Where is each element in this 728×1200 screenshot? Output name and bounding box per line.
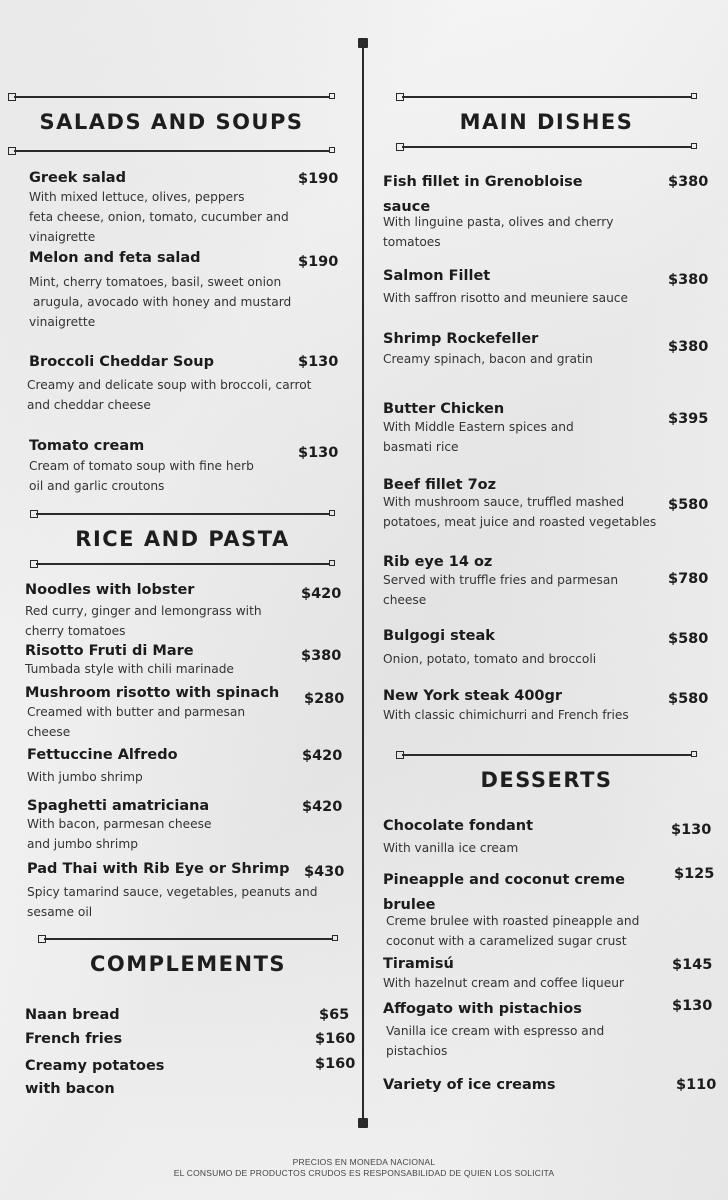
menu-item-desc: Spicy tamarind sauce, vegetables, peanuts and sesame oil xyxy=(27,885,318,919)
menu-item-price: $130 xyxy=(671,822,712,838)
menu-item-name: Broccoli Cheddar Soup xyxy=(29,354,214,370)
menu-item-desc: With linguine pasta, olives and cherry tomatoes xyxy=(383,215,614,249)
menu-item-desc: Vanilla ice cream with espresso and pistachios xyxy=(386,1024,605,1058)
menu-item-price: $190 xyxy=(298,254,339,270)
menu-item-price: $130 xyxy=(298,354,339,370)
menu-item-price: $420 xyxy=(302,799,343,815)
section-title-salads: SALADS AND SOUPS xyxy=(39,110,304,134)
menu-item-name: Chocolate fondant xyxy=(383,818,534,834)
menu-item-price: $580 xyxy=(668,631,709,647)
menu-item-price: $380 xyxy=(668,272,709,288)
menu-item-name: Naan bread xyxy=(25,1007,120,1023)
menu-item-desc: Onion, potato, tomato and broccoli xyxy=(383,652,597,666)
section-title-main: MAIN DISHES xyxy=(459,110,634,134)
menu-item-name: Pineapple and coconut creme brulee xyxy=(383,872,625,913)
menu-item-price: $430 xyxy=(304,864,345,880)
ornament-rule xyxy=(8,93,335,101)
menu-item-desc: With saffron risotto and meuniere sauce xyxy=(383,291,629,305)
ornament-rule xyxy=(38,935,338,943)
menu-item-desc: With classic chimichurri and French fries xyxy=(383,708,629,722)
menu-item-desc: With hazelnut cream and coffee liqueur xyxy=(383,976,624,990)
menu-item-price: $280 xyxy=(304,691,345,707)
menu-item-desc: Mint, cherry tomatoes, basil, sweet onion arugula, avocado with honey and mustard vinaigrette xyxy=(29,275,292,329)
ornament-rule xyxy=(396,143,697,151)
menu-item-price: $780 xyxy=(668,571,709,587)
menu-item-desc: With bacon, parmesan cheese and jumbo shrimp xyxy=(27,817,212,851)
menu-item-desc: Creme brulee with roasted pineapple and coconut with a caramelized sugar crust xyxy=(386,914,640,948)
menu-item-desc: With vanilla ice cream xyxy=(383,841,519,855)
menu-item-desc: Creamed with butter and parmesan cheese xyxy=(27,705,246,739)
section-title-rice: RICE AND PASTA xyxy=(75,527,290,551)
menu-item-name: Spaghetti amatriciana xyxy=(27,798,210,814)
menu-item-name: Affogato with pistachios xyxy=(383,1001,582,1017)
menu-item-name: Fettuccine Alfredo xyxy=(27,747,178,763)
menu-item-name: Salmon Fillet xyxy=(383,268,491,284)
menu-item-name: Shrimp Rockefeller xyxy=(383,331,539,347)
menu-item-name: French fries xyxy=(25,1031,123,1047)
menu-item-desc: With jumbo shrimp xyxy=(27,770,143,784)
menu-item-price: $380 xyxy=(668,339,709,355)
menu-item-name: Rib eye 14 oz xyxy=(383,554,493,570)
section-title-complements: COMPLEMENTS xyxy=(89,952,287,976)
menu-item-name: Pad Thai with Rib Eye or Shrimp xyxy=(27,861,290,877)
ornament-rule xyxy=(8,147,335,155)
menu-item-name: Tomato cream xyxy=(29,438,145,454)
menu-item-price: $380 xyxy=(668,174,709,190)
menu-item-price: $125 xyxy=(674,866,715,882)
menu-item-price: $130 xyxy=(298,445,339,461)
menu-item-price: $420 xyxy=(302,748,343,764)
ornament-rule xyxy=(30,510,335,518)
menu-item-name: Greek salad xyxy=(29,170,126,186)
menu-item-price: $130 xyxy=(672,998,713,1014)
menu-item-price: $580 xyxy=(668,691,709,707)
menu-item-desc: Served with truffle fries and parmesan cheese xyxy=(383,573,619,607)
menu-item-desc: With mixed lettuce, olives, peppers feta cheese, onion, tomato, cucumber and vinaigrette xyxy=(29,190,289,244)
menu-item-name: Mushroom risotto with spinach xyxy=(25,685,280,701)
menu-item-desc: Creamy spinach, bacon and gratin xyxy=(383,352,593,366)
menu-item-price: $190 xyxy=(298,171,339,187)
menu-item-price: $395 xyxy=(668,411,709,427)
menu-item-desc: Red curry, ginger and lemongrass with cherry tomatoes xyxy=(25,604,262,638)
menu-item-name: Butter Chicken xyxy=(383,401,505,417)
menu-item-price: $380 xyxy=(301,648,342,664)
menu-item-name: Variety of ice creams xyxy=(383,1077,556,1093)
menu-item-name: Melon and feta salad xyxy=(29,250,201,266)
center-divider xyxy=(362,42,364,1123)
menu-item-price: $110 xyxy=(676,1077,717,1093)
menu-item-price: $420 xyxy=(301,586,342,602)
menu-item-name: Risotto Fruti di Mare xyxy=(25,643,194,659)
menu-item-desc: With Middle Eastern spices and basmati rice xyxy=(383,420,574,454)
section-title-desserts: DESSERTS xyxy=(480,768,613,792)
menu-item-desc: Cream of tomato soup with fine herb oil and garlic croutons xyxy=(29,459,254,493)
menu-item-name: Tiramisú xyxy=(383,956,454,972)
menu-item-price: $160 xyxy=(315,1031,356,1047)
divider-cap-bottom xyxy=(358,1118,368,1128)
footer-currency-note: PRECIOS EN MONEDA NACIONAL xyxy=(292,1157,436,1167)
menu-item-desc: Tumbada style with chili marinade xyxy=(25,662,234,676)
menu-item-name: Beef fillet 7oz xyxy=(383,477,497,493)
menu-item-name: New York steak 400gr xyxy=(383,688,563,704)
menu-item-price: $65 xyxy=(319,1007,350,1023)
menu-item-name: Noodles with lobster xyxy=(25,582,195,598)
menu-item-name: Fish fillet in Grenobloise sauce xyxy=(383,174,583,215)
ornament-rule xyxy=(396,751,697,759)
menu-item-price: $160 xyxy=(315,1056,356,1072)
footer-disclaimer: EL CONSUMO DE PRODUCTOS CRUDOS ES RESPONSABILIDAD DE QUIEN LOS SOLICITA xyxy=(173,1168,555,1178)
menu-item-price: $145 xyxy=(672,957,713,973)
menu-item-name: Bulgogi steak xyxy=(383,628,495,644)
menu-item-desc: With mushroom sauce, truffled mashed potatoes, meat juice and roasted vegetables xyxy=(383,495,657,529)
menu-item-desc: Creamy and delicate soup with broccoli, carrot and cheddar cheese xyxy=(27,378,312,412)
ornament-rule xyxy=(396,93,697,101)
menu-item-price: $580 xyxy=(668,497,709,513)
menu-item-name: Creamy potatoes with bacon xyxy=(25,1058,165,1097)
ornament-rule xyxy=(30,560,335,568)
